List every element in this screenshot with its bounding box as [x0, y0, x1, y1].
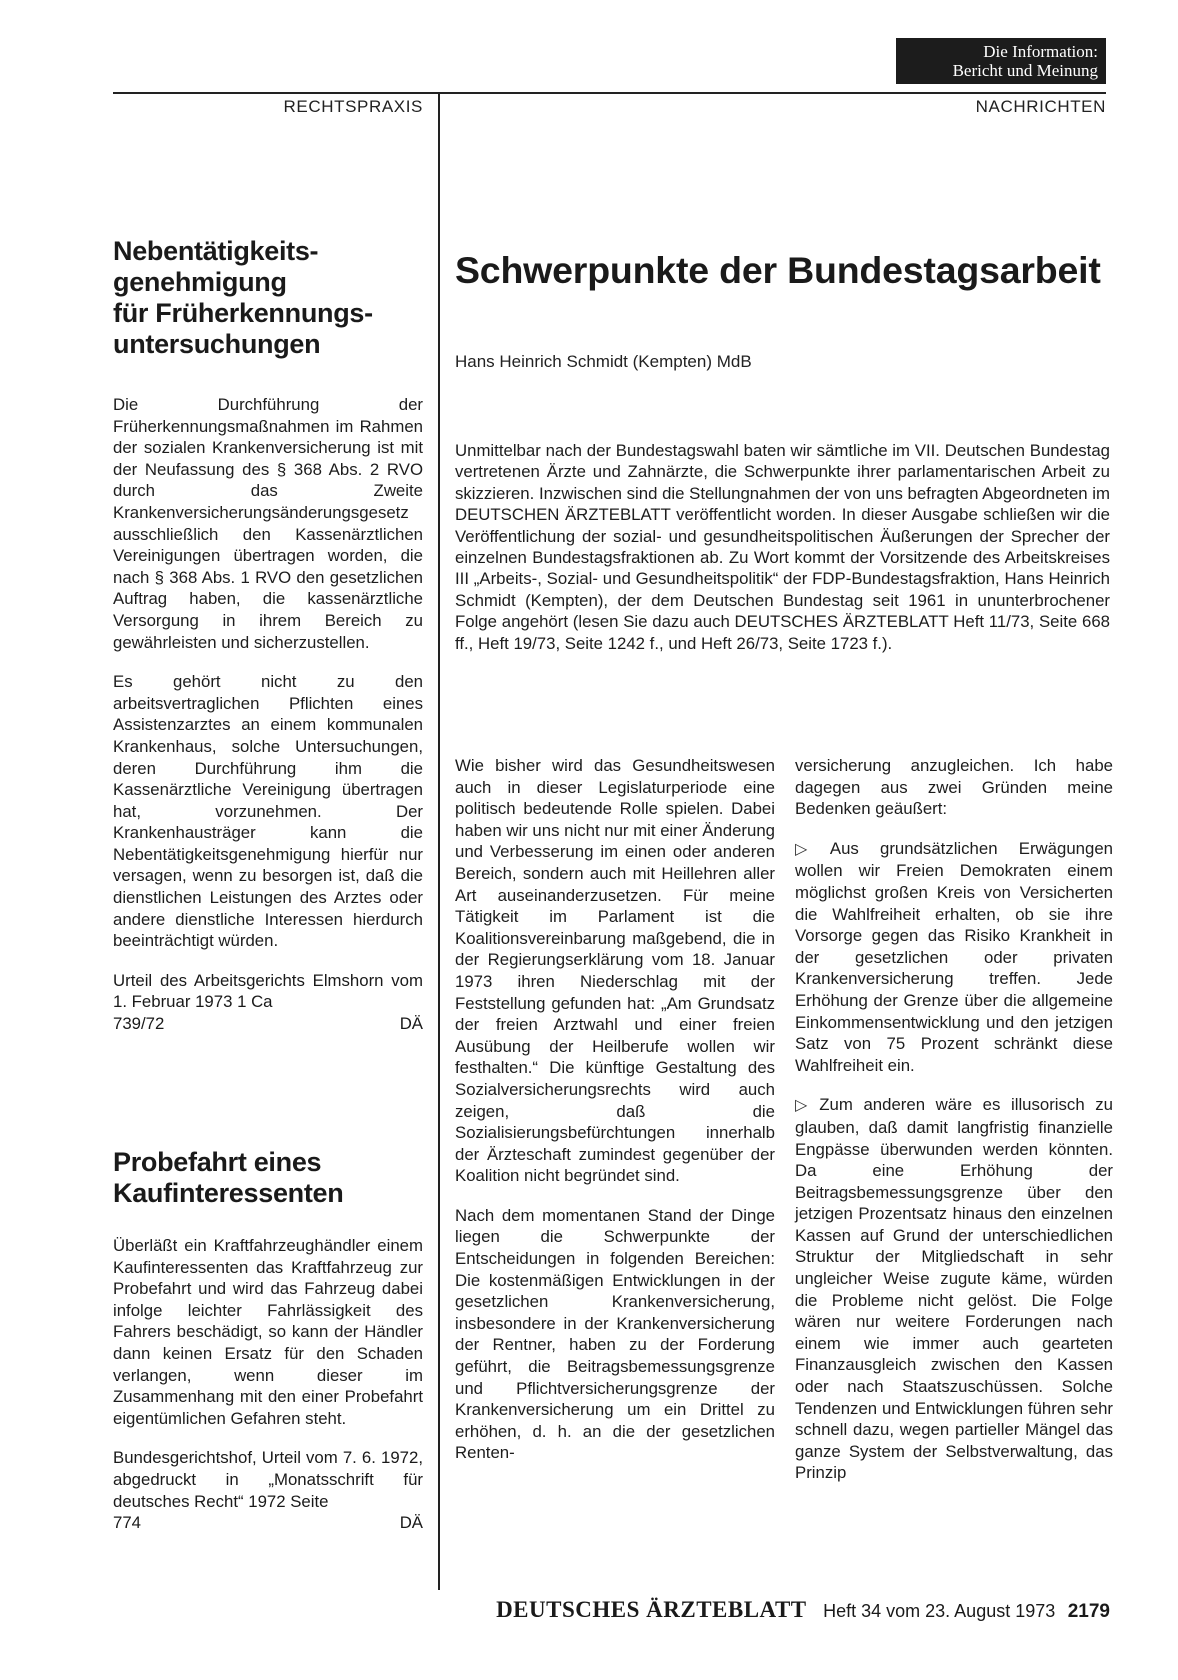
paragraph: Es gehört nicht zu den arbeitsvertraglichen Pflichten eines Assistenzarztes an einem kommunalen Krankenhaus, solche Untersuchungen, deren Durchführung ihm die Kassenärztliche Vereinigung übertragen hat, vorzunehmen. Der Krankenhausträger kann die Nebentätigkeitsgenehmigung hierfür nur versagen, wenn zu besorgen ist, daß die dienstlichen Leistungen des Arztes oder andere dienstliche Interessen hierdurch beeinträchtigt würden.: [113, 672, 423, 951]
section-badge: [896, 38, 1106, 84]
article-title: [113, 1147, 423, 1209]
bullet-paragraph: [795, 838, 1113, 1077]
bullet-text: Aus grundsätzlichen Erwägungen wollen wir Freien Demokraten einem möglichst großen Kreis von Versicherten die Wahlfreiheit erhalten, ob sie ihre Vorsorge gegen das Risiko Krankheit in der gesetzlichen oder privaten Krankenversicherung treffen. Jede Erhöhung der Grenze über die allgemeine Einkommensentwicklung und den jetzigen Satz von 75 Prozent schränkt diese Wahlfreiheit ein.: [795, 838, 1114, 1075]
citation-end: [113, 1512, 423, 1534]
section-label-left: RECHTSPRAXIS: [283, 97, 423, 116]
main-article-column-2: [795, 755, 1113, 1502]
citation-end: [113, 1013, 423, 1035]
journal-name: DEUTSCHES ÄRZTEBLATT: [496, 1597, 807, 1622]
main-article-intro: Unmittelbar nach der Bundestagswahl baten wir sämtliche im VII. Deutschen Bundestag vertretenen Ärzte und Zahnärzte, die Schwerpunkte ihrer parlamentarischen Arbeit zu skizzieren. Inzwischen sind die Stellungnahmen der von uns befragten Abgeordneten im DEUTSCHEN ÄRZTEBLATT veröffentlicht worden. In dieser Ausgabe schließen wir die Veröffentlichung der sozial- und gesundheitspolitischen Äußerungen der Sprecher der einzelnen Bundestagsfraktionen ab. Zu Wort kommt der Vorsitzende des Arbeitskreises III „Arbeits-, Sozial- und Gesundheitspolitik“ der FDP-Bundestagsfraktion, Hans Heinrich Schmidt (Kempten), der dem Deutschen Bundestag seit 1961 in ununterbrochener Folge angehört (lesen Sie dazu auch DEUTSCHES ÄRZTEBLATT Heft 11/73, Seite 668 ff., Heft 19/73, Seite 1242 f., und Heft 26/73, Seite 1723 f.).: [455, 441, 1110, 653]
citation: [113, 970, 423, 1035]
main-article-author: Hans Heinrich Schmidt (Kempten) MdB: [455, 352, 752, 371]
title-line: Kaufinteressenten: [113, 1178, 344, 1208]
main-article-title: Schwerpunkte der Bundestagsarbeit: [455, 249, 1101, 291]
paragraph: Nach dem momentanen Stand der Dinge liegen die Schwerpunkte der Entscheidungen in folgenden Bereichen: Die kostenmäßigen Entwicklungen in der gesetzlichen Krankenversicherung, insbesondere in der Krankenversicherung der Rentner, haben zu der Forderung geführt, die Beitragsbemessungsgrenze und Pflichtversicherungsgrenze der Krankenversicherung um ein Drittel zu erhöhen, d. h. an die der gesetzlichen Renten-: [455, 1205, 775, 1463]
paragraph: versicherung anzugleichen. Ich habe dagegen aus zwei Gründen meine Bedenken geäußert:: [795, 756, 1113, 819]
title-line: untersuchungen: [113, 329, 321, 359]
paragraph: Überläßt ein Kraftfahrzeughändler einem Kaufinteressenten das Kraftfahrzeug zur Probefahrt und wird das Fahrzeug dabei infolge leichter Fahrlässigkeit des Fahrers beschädigt, so kann der Händler dann keinen Ersatz für den Schaden verlangen, wenn dieser im Zusammenhang mit den einer Probefahrt eigentümlichen Gefahren steht.: [113, 1236, 423, 1428]
citation-ref: 774: [113, 1513, 141, 1533]
citation: [113, 1447, 423, 1533]
article-body: [113, 394, 423, 952]
article-nebentaetigkeit: [113, 236, 423, 1035]
triangle-bullet-icon: ▷: [795, 840, 824, 858]
title-line: Probefahrt eines: [113, 1147, 322, 1177]
issue-info: Heft 34 vom 23. August 1973: [823, 1601, 1056, 1621]
bullet-paragraph: [795, 1094, 1113, 1484]
citation-signature: DÄ: [399, 1513, 423, 1533]
title-line: Nebentätigkeits-: [113, 236, 319, 266]
article-body: [113, 1235, 423, 1429]
main-article-column-1: [455, 755, 775, 1482]
title-line: genehmigung: [113, 267, 287, 297]
title-line: für Früherkennungs-: [113, 298, 373, 328]
article-title: [113, 236, 423, 360]
citation-ref: 739/72: [113, 1014, 165, 1034]
page-footer: [470, 1597, 1110, 1623]
bullet-text: Zum anderen wäre es illusorisch zu glauben, daß damit langfristig finanzielle Engpässe überwunden werden könnten. Da eine Erhöhung der Beitragsbemessungsgrenze über den jetzigen Prozentsatz hinaus den einzelnen Kassen auf Grund der unterschiedlichen Struktur der Mitgliedschaft in sehr ungleicher Weise zugute käme, würden die Probleme nicht gelöst. Die Folge wären nur weitere Forderungen nach einem wie immer auch gearteten Finanzausgleich zwischen den Kassen oder nach Staatszuschüssen. Solche Tendenzen und Entwicklungen führen sehr schnell dazu, wegen partieller Mängel das ganze System der Selbstverwaltung, das Prinzip: [795, 1095, 1113, 1483]
triangle-bullet-icon: ▷: [795, 1097, 814, 1115]
column-divider: [438, 92, 440, 1590]
badge-line-2: Bericht und Meinung: [952, 61, 1098, 80]
paragraph: Wie bisher wird das Gesundheitswesen auch in dieser Legislaturperiode eine politisch bedeutende Rolle spielen. Dabei haben wir uns nicht nur mit einer Änderung und Verbesserung im einen oder anderen Bereich, sondern auch mit Heillehren aller Art auseinanderzusetzen. Für meine Tätigkeit im Parlament ist die Koalitionsvereinbarung maßgebend, die in der Regierungserklärung vom 18. Januar 1973 ihren Niederschlag mit der Feststellung gefunden hat: „Am Grundsatz der freien Arztwahl und einer freien Ausübung der Heilberufe wollen wir festhalten.“ Die künftige Gestaltung des Sozialversicherungsrechts wird auch zeigen, daß die Sozialisierungsbefürchtungen innerhalb der Ärzteschaft zumindest gegenüber der Koalition nicht begründet sind.: [455, 756, 775, 1186]
column-body: [795, 755, 1113, 1484]
section-label-right: NACHRICHTEN: [975, 97, 1106, 116]
citation-text: Bundesgerichtshof, Urteil vom 7. 6. 1972, abgedruckt in „Monatsschrift für deutsches Recht“ 1972 Seite: [113, 1448, 423, 1511]
page-number: 2179: [1067, 1601, 1110, 1622]
paragraph: Die Durchführung der Früherkennungsmaßnahmen im Rahmen der sozialen Krankenversicherung ist mit der Neufassung des § 368 Abs. 2 RVO durch das Zweite Krankenversicherungsänderungsgesetz ausschließlich den Kassenärztlichen Vereinigungen übertragen worden, die nach § 368 Abs. 1 RVO den gesetzlichen Auftrag haben, die kassenärztliche Versorgung in ihrem Bereich zu gewährleisten und sicherzustellen.: [113, 395, 423, 652]
article-probefahrt: [113, 1147, 423, 1534]
citation-text: Urteil des Arbeitsgerichts Elmshorn vom 1. Februar 1973 1 Ca: [113, 970, 423, 1012]
column-body: [455, 755, 775, 1464]
header-rule: [113, 92, 1106, 94]
badge-line-1: Die Information:: [983, 42, 1098, 61]
citation-signature: DÄ: [399, 1014, 423, 1034]
